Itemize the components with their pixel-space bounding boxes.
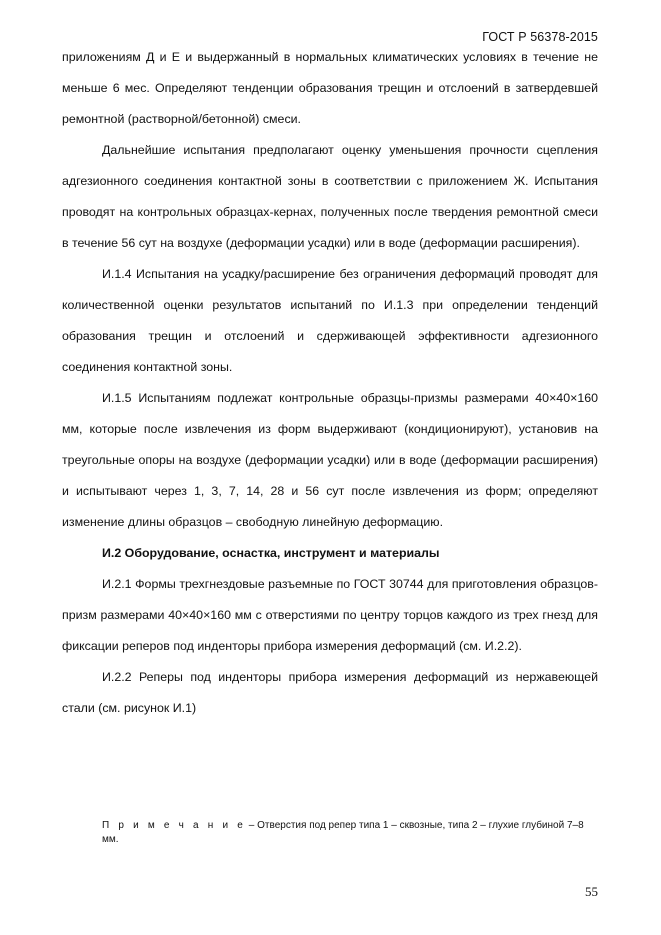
paragraph-i-2-1: И.2.1 Формы трехгнездовые разъемные по ГОСТ 30744 для приготовления образцов-призм размерами 40×40×160 мм с отверстиями по центру торцов каждого из трех гнезд для фиксации реперов под инденторы прибора измерения деформаций (см. И.2.2). xyxy=(62,577,598,653)
paragraph-i-2-2: И.2.2 Реперы под инденторы прибора измерения деформаций из нержавеющей стали (см. рисунок И.1) xyxy=(62,670,598,715)
paragraph-i-1-5: И.1.5 Испытаниям подлежат контрольные образцы-призмы размерами 40×40×160 мм, которые после извлечения из форм выдерживают (кондиционируют), установив на треугольные опоры на воздухе (деформации усадки) или в воде (деформации расширения) и испытывают через 1, 3, 7, 14, 28 и 56 сут после извлечения из форм; определяют изменение длины образцов – свободную линейную деформацию. xyxy=(62,391,598,529)
section-heading-i-2: И.2 Оборудование, оснастка, инструмент и материалы xyxy=(102,546,440,560)
note xyxy=(102,819,602,847)
note-text: – Отверстия под репер типа 1 – сквозные, типа 2 – глухие глубиной 7–8 мм. xyxy=(102,820,584,845)
note-label: П р и м е ч а н и е xyxy=(102,820,247,831)
page-number: 55 xyxy=(585,884,598,899)
paragraph-i-1-4: И.1.4 Испытания на усадку/расширение без ограничения деформаций проводят для количественной оценки результатов испытаний по И.1.3 при определении тенденций образования трещин и отслоений и сдерживающей эффективности адгезионного соединения контактной зоны. xyxy=(62,267,598,374)
standard-header: ГОСТ Р 56378-2015 xyxy=(482,30,598,44)
paragraph-continuation: приложениям Д и Е и выдержанный в нормальных климатических условиях в течение не меньше 6 мес. Определяют тенденции образования трещин и отслоений в затвердевшей ремонтной (растворной/бетонной) смеси. xyxy=(62,50,598,126)
document-body xyxy=(62,42,598,724)
paragraph-further-tests: Дальнейшие испытания предполагают оценку уменьшения прочности сцепления адгезионного соединения контактной зоны в соответствии с приложением Ж. Испытания проводят на контрольных образцах-кернах, полученных после твердения ремонтной смеси в течение 56 сут на воздухе (деформации усадки) или в воде (деформации расширения). xyxy=(62,143,598,250)
